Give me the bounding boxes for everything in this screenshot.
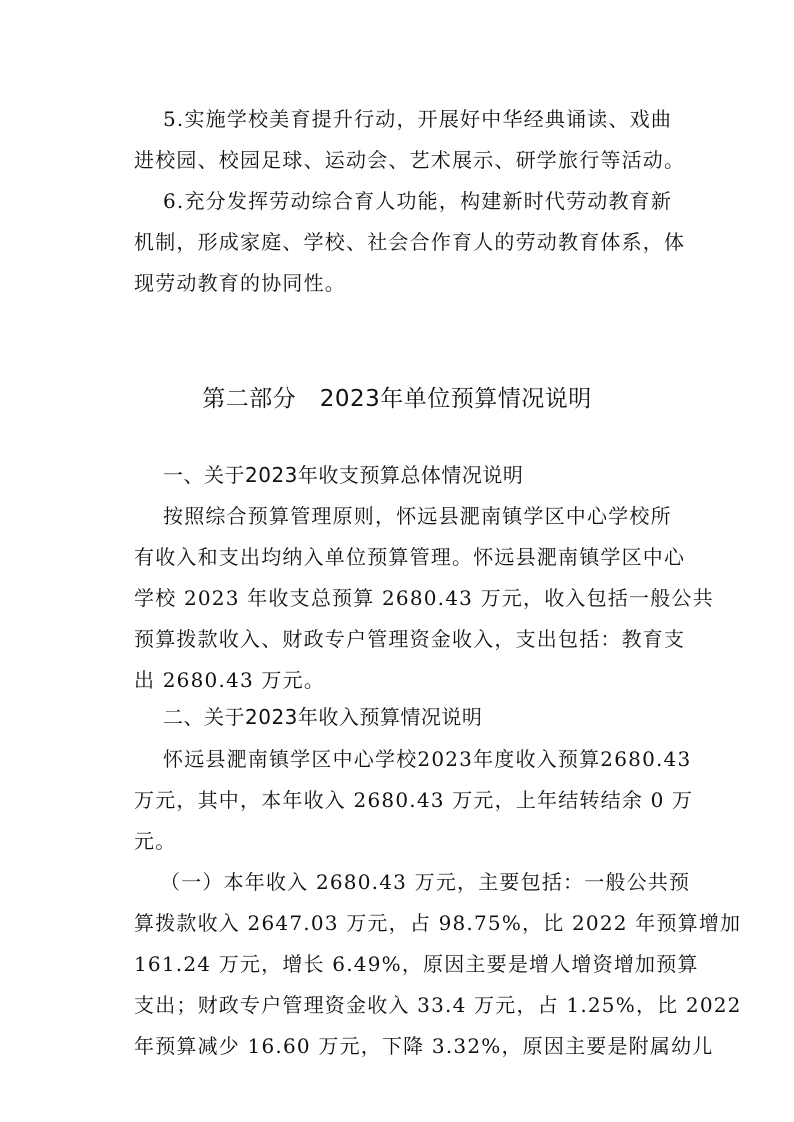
- paragraph-line: （一）本年收入 2680.43 万元，主要包括：一般公共预: [160, 870, 691, 894]
- paragraph-line: 万元，其中，本年收入 2680.43 万元，上年结转结余 0 万: [134, 788, 694, 812]
- paragraph-line: 算拨款收入 2647.03 万元，占 98.75%，比 2022 年预算增加: [134, 911, 742, 935]
- section-heading: 二、关于2023年收入预算情况说明: [163, 705, 483, 729]
- paragraph-line: 5.实施学校美育提升行动，开展好中华经典诵读、戏曲: [163, 107, 673, 131]
- part-title: 第二部分 2023年单位预算情况说明: [202, 386, 592, 412]
- paragraph-line: 机制，形成家庭、学校、社会合作育人的劳动教育体系，体: [134, 230, 686, 254]
- paragraph-line: 6.充分发挥劳动综合育人功能，构建新时代劳动教育新: [163, 189, 673, 213]
- paragraph-line: 支出；财政专户管理资金收入 33.4 万元，占 1.25%，比 2022: [134, 993, 742, 1017]
- paragraph-line: 年预算减少 16.60 万元，下降 3.32%，原因主要是附属幼儿: [134, 1034, 714, 1058]
- paragraph-line: 怀远县淝南镇学区中心学校2023年度收入预算2680.43: [163, 747, 692, 771]
- paragraph-line: 进校园、校园足球、运动会、艺术展示、研学旅行等活动。: [134, 148, 686, 172]
- paragraph-line: 预算拨款收入、财政专户管理资金收入，支出包括：教育支: [134, 627, 686, 651]
- paragraph-line: 按照综合预算管理原则，怀远县淝南镇学区中心学校所: [163, 504, 672, 528]
- paragraph-line: 学校 2023 年收支总预算 2680.43 万元，收入包括一般公共: [134, 586, 714, 610]
- paragraph-line: 出 2680.43 万元。: [134, 668, 326, 692]
- paragraph-line: 元。: [134, 829, 177, 853]
- paragraph-line: 现劳动教育的协同性。: [134, 271, 346, 295]
- paragraph-line: 161.24 万元，增长 6.49%，原因主要是增人增资增加预算: [134, 952, 699, 976]
- paragraph-line: 有收入和支出均纳入单位预算管理。怀远县淝南镇学区中心: [134, 545, 686, 569]
- section-heading: 一、关于2023年收支预算总体情况说明: [163, 463, 524, 487]
